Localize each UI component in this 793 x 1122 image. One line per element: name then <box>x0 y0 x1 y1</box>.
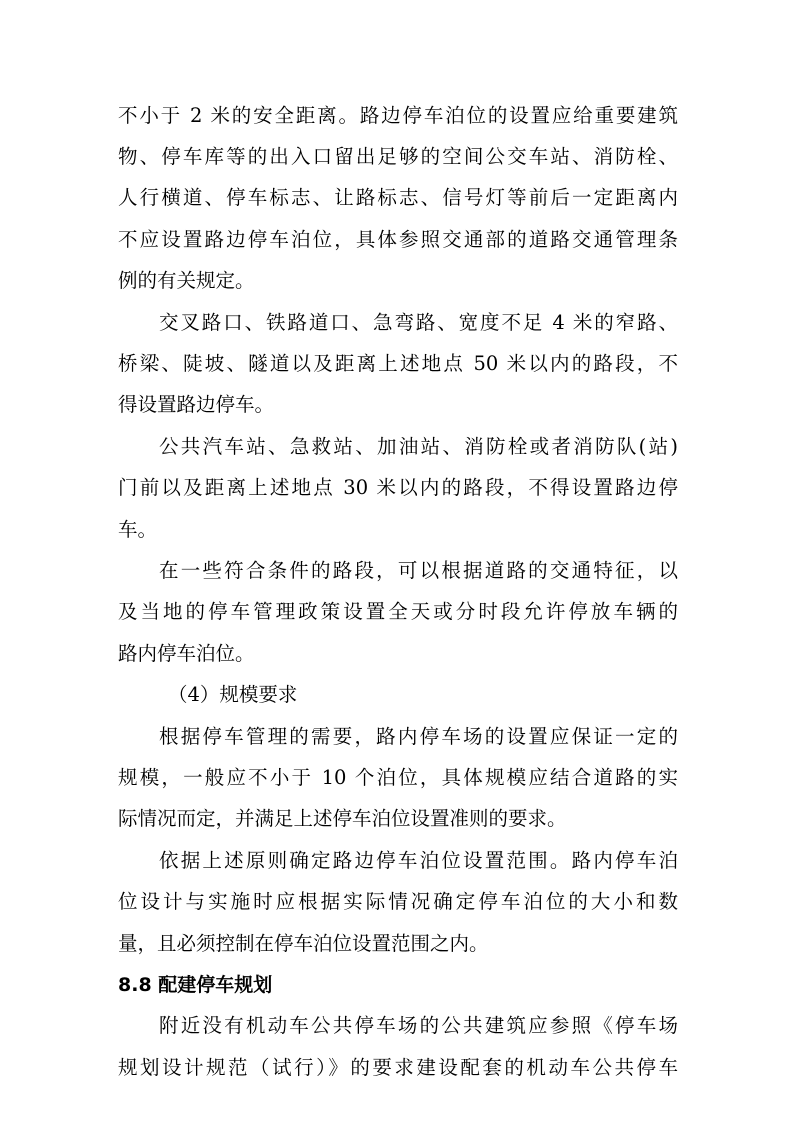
text-line: 规划设计规范（试行）》的要求建设配套的机动车公共停车 <box>118 1056 678 1079</box>
text-line: 路内停车泊位。 <box>118 642 255 665</box>
text-line: 际情况而定，并满足上述停车泊位设置准则的要求。 <box>118 807 567 830</box>
text-line: 不应设置路边停车泊位，具体参照交通部的道路交通管理条 <box>118 228 678 251</box>
text-line: 量，且必须控制在停车泊位设置范围之内。 <box>118 932 489 955</box>
text-line: 及当地的停车管理政策设置全天或分时段允许停放车辆的 <box>118 600 678 623</box>
subsection-heading: （4）规模要求 <box>168 683 298 706</box>
text-line: 例的有关规定。 <box>118 269 255 292</box>
text-line: 根据停车管理的需要，路内停车场的设置应保证一定的 <box>159 725 678 748</box>
text-line: 不小于 2 米的安全距离。路边停车泊位的设置应给重要建筑 <box>118 104 678 127</box>
text-line: 依据上述原则确定路边停车泊位设置范围。路内停车泊 <box>159 849 678 872</box>
text-line: 物、停车库等的出入口留出足够的空间公交车站、消防栓、 <box>118 145 678 168</box>
text-line: 车。 <box>118 518 158 541</box>
text-line: 位设计与实施时应根据实际情况确定停车泊位的大小和数 <box>118 890 678 913</box>
text-line: 得设置路边停车。 <box>118 393 275 416</box>
text-line: 规模，一般应不小于 10 个泊位，具体规模应结合道路的实 <box>118 766 678 789</box>
text-line: 在一些符合条件的路段，可以根据道路的交通特征，以 <box>159 559 678 582</box>
text-line: 门前以及距离上述地点 30 米以内的路段，不得设置路边停 <box>118 476 678 499</box>
text-line: 附近没有机动车公共停车场的公共建筑应参照《停车场 <box>159 1014 678 1037</box>
section-heading: 8.8 配建停车规划 <box>118 974 273 996</box>
text-line: 公共汽车站、急救站、加油站、消防栓或者消防队(站) <box>159 435 678 458</box>
text-line: 交叉路口、铁路道口、急弯路、宽度不足 4 米的窄路、 <box>159 311 678 334</box>
text-line: 桥梁、陡坡、隧道以及距离上述地点 50 米以内的路段，不 <box>118 352 678 375</box>
text-line: 人行横道、停车标志、让路标志、信号灯等前后一定距离内 <box>118 186 678 209</box>
